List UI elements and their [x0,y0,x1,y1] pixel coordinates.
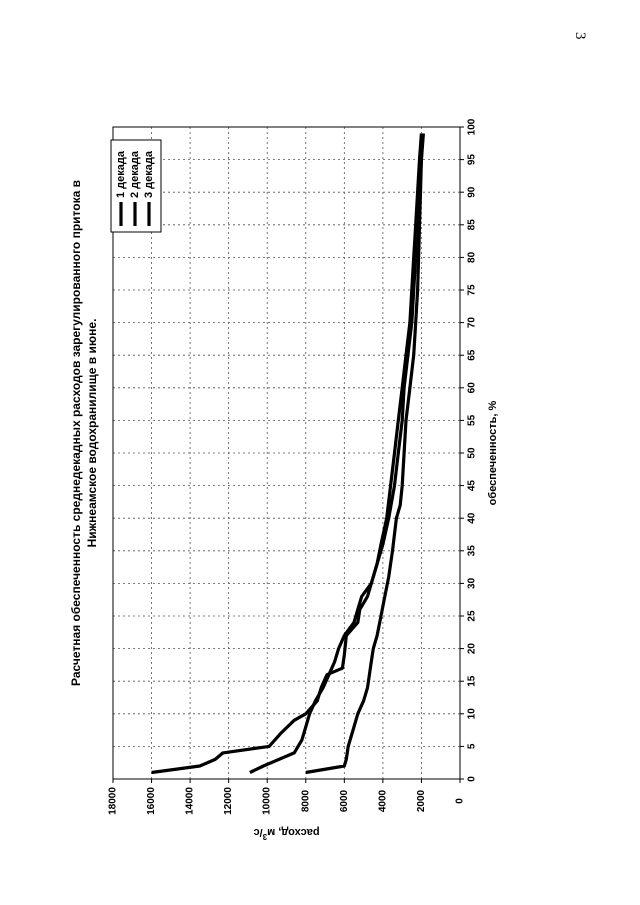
legend-label: 1 декада [115,151,127,198]
y-tick-label: 4000 [377,789,389,813]
legend-label: 3 декада [143,151,155,198]
x-tick-label: 70 [466,317,478,329]
y-tick-label: 12000 [223,787,235,815]
y-tick-label: 18000 [107,787,119,815]
x-tick-label: 15 [466,675,478,687]
y-tick-label: 8000 [300,789,312,813]
x-tick-label: 10 [466,708,478,720]
x-tick-label: 75 [466,284,478,296]
plot-frame [113,127,460,779]
x-tick-label: 80 [466,251,478,263]
y-tick-label: 16000 [146,787,158,815]
x-tick-label: 65 [466,349,478,361]
plot-area [69,118,499,841]
y-axis-title-sup: 3 [262,832,268,842]
x-axis-title: обеспеченность, % [487,400,499,506]
y-axis-title-main: расход, м [267,826,320,838]
chart-subtitle: Нижнеамское водохранилище в июне. [85,318,99,548]
x-tick-label: 40 [466,512,478,524]
x-tick-label: 35 [466,545,478,557]
x-tick-label: 90 [466,186,478,198]
x-tick-label: 5 [466,743,478,750]
x-tick-label: 95 [466,154,478,166]
x-tick-label: 50 [466,447,478,459]
y-tick-label: 10000 [261,787,273,815]
x-tick-label: 25 [466,610,478,622]
x-tick-label: 30 [466,577,478,589]
chart-title: Расчетная обеспеченность среднедекадных расходов зарегулированного притока в [69,180,83,686]
series-line-2 [250,134,422,773]
y-axis-title-tail: /с [253,826,263,838]
y-tick-label: 0 [454,798,466,804]
x-tick-label: 20 [466,643,478,655]
x-tick-label: 45 [466,480,478,492]
x-tick-label: 0 [466,776,478,782]
y-tick-label: 2000 [415,789,427,813]
y-axis-title [253,826,319,842]
x-tick-label: 85 [466,219,478,231]
y-tick-label: 6000 [338,789,350,813]
page-number: 3 [572,32,588,40]
y-tick-label: 14000 [184,787,196,815]
x-tick-label: 100 [466,118,478,136]
x-tick-label: 55 [466,414,478,426]
legend-label: 2 декада [129,151,141,198]
x-tick-label: 60 [466,382,478,394]
